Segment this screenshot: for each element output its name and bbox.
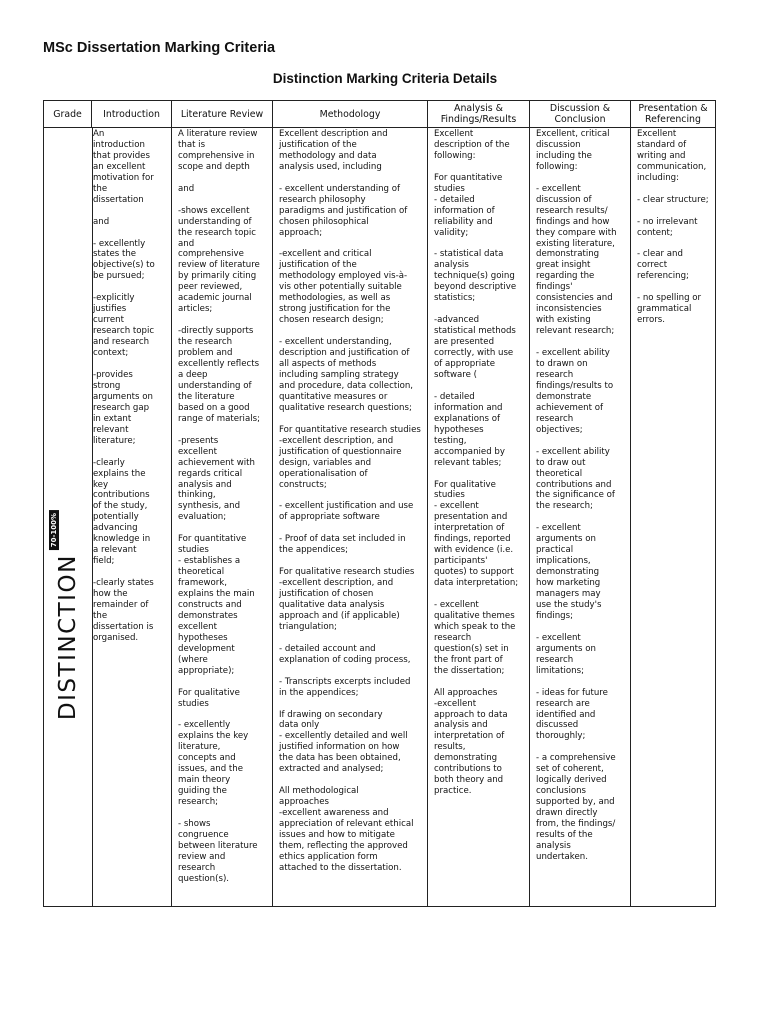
- table-title-text: Distinction Marking Criteria Details: [272, 71, 498, 86]
- header-row: [44, 101, 716, 128]
- grade-word: DISTINCTION: [55, 554, 81, 721]
- discussion-criteria: Excellent, critical discussion including the following: - excellent discussion of research results/ findings and how they compare with existing literature, demonstrating great insight regarding the findings' consistencies and inconsistencies with existing relevant research; - excellent ability to drawn on research findings/results to demonstrate achievement of research objectives; - excellent ability to draw out theoretical contributions and the significance of the research; - excellent arguments on practical implications, demonstrating how marketing managers may use the study's findings; - excellent arguments on research limitations; - ideas for future research are identified and discussed thoroughly; - a comprehensive set of coherent, logically derived conclusions supported by, and drawn directly from, the findings/ results of the analysis undertaken.: [536, 129, 617, 862]
- presentation-criteria: Excellent standard of writing and communication, including: - clear structure; - no irrelevant content; - clear and correct referencing; - no spelling or grammatical errors.: [637, 129, 709, 326]
- introduction-criteria: An introduction that provides an excellent motivation for the dissertation and - excellently states the objective(s) to be pursued; -explicitly justifies current research topic and research context; -provides strong arguments on research gap in extant relevant literature; -clearly explains the key contributions of the study, potentially advancing knowledge in a relevant field; -clearly states how the remainder of the dissertation is organised.: [93, 129, 155, 643]
- grade-column-divider: [92, 128, 93, 906]
- header-discussion-conclusion: Discussion & Conclusion: [530, 101, 631, 128]
- grade-cell: [44, 128, 92, 906]
- analysis-criteria: Excellent description of the following: For quantitative studies - detailed information of reliability and validity; - statistical data analysis technique(s) going beyond descriptive statistics; -advanced statistical methods are presented correctly, with use of appropriate software ( - detailed information and explanations of hypotheses testing, accompanied by relevant tables; For qualitative studies - excellent presentation and interpretation of findings, reported with evidence (i.e. participants' quotes) to support data interpretation; - excellent qualitative themes which speak to the research question(s) set in the front part of the dissertation; All approaches -excellent approach to data analysis and interpretation of results, demonstrating contributions to both theory and practice.: [434, 129, 519, 797]
- methodology-criteria: Excellent description and justification of the methodology and data analysis used, including - excellent understanding of research philosophy paradigms and justification of chosen philosophical approach; -excellent and critical justification of the methodology employed vis-à- vis other potentially suitable methodologies, as well as strong justification for the chosen research design; - excellent understanding, description and justification of all aspects of methods including sampling strategy and procedure, data collection, quantitative measures or qualitative research questions; For quantitative research studies -excellent description, and justification of questionnaire design, variables and operationalisation of constructs; - excellent justification and use of appropriate software - Proof of data set included in the appendices; For qualitative research studies -excellent description, and justification of chosen qualitative data analysis approach and (if applicable) triangulation; - detailed account and explanation of coding process, - Transcripts excerpts included in the appendices; If drawing on secondary data only - excellently detailed and well justified information on how the data has been obtained, extracted and analysed; All methodological approaches -excellent awareness and appreciation of relevant ethical issues and how to mitigate them, reflecting the approved ethics application form attached to the dissertation.: [279, 129, 421, 873]
- table-title: [0, 71, 768, 86]
- header-analysis-findings: Analysis & Findings/Results: [428, 101, 530, 128]
- header-introduction: Introduction: [92, 101, 172, 128]
- methodology-cell: [273, 128, 428, 907]
- discussion-cell: [530, 128, 631, 907]
- distinction-row: [44, 128, 716, 907]
- literature-review-cell: [172, 128, 273, 907]
- presentation-cell: [631, 128, 716, 907]
- literature-review-criteria: A literature review that is comprehensive in scope and depth and -shows excellent understanding of the research topic and comprehensive review of literature by primarily citing peer reviewed, academic journal articles; -directly supports the research problem and excellently reflects a deep understanding of the literature based on a good range of materials; -presents excellent achievement with regards critical analysis and thinking, synthesis, and evaluation; For quantitative studies - establishes a theoretical framework, explains the main constructs and demonstrates excellent hypotheses development (where appropriate); For qualitative studies - excellently explains the key literature, concepts and issues, and the main theory guiding the research; - shows congruence between literature review and research question(s).: [178, 129, 260, 884]
- document-title: MSc Dissertation Marking Criteria: [43, 40, 276, 56]
- header-methodology: Methodology: [273, 101, 428, 128]
- header-grade: Grade: [44, 101, 92, 128]
- grade-range-badge: 70-100%: [49, 510, 59, 550]
- marking-criteria-table: [43, 100, 716, 907]
- header-literature-review: Literature Review: [172, 101, 273, 128]
- grade-label-rotated: [50, 510, 81, 721]
- grade-and-introduction-cell: [44, 128, 172, 907]
- header-presentation-referencing: Presentation & Referencing: [631, 101, 716, 128]
- analysis-cell: [428, 128, 530, 907]
